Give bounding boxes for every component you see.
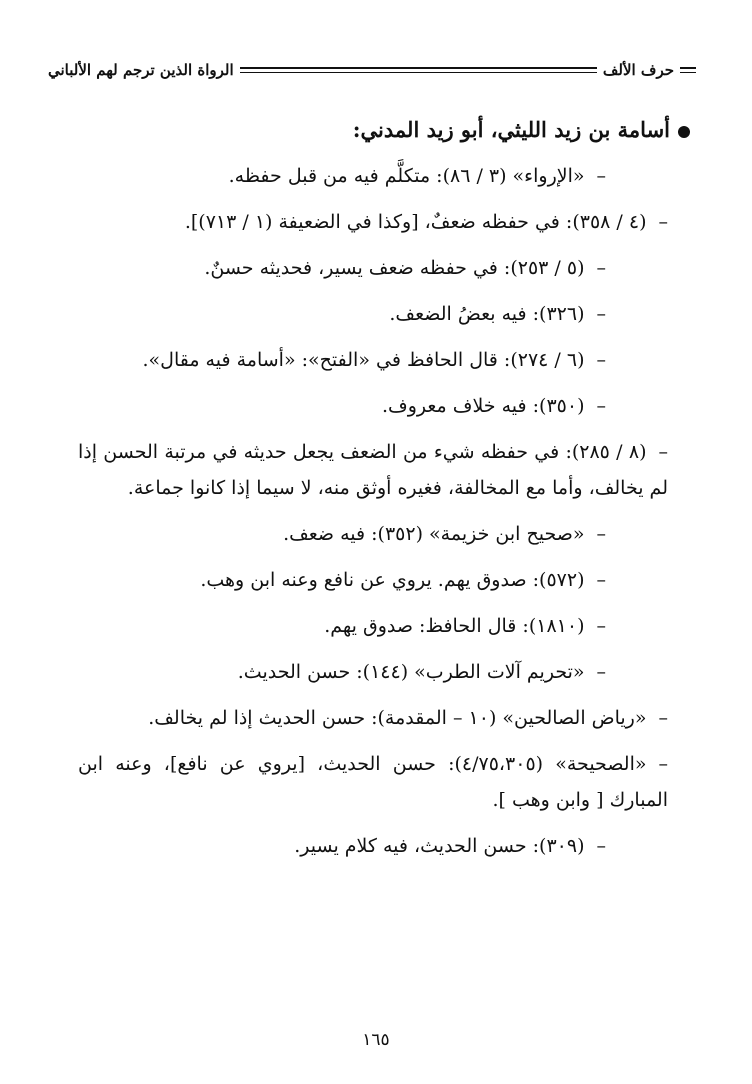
page-number: ١٦٥ — [362, 1030, 390, 1050]
list-item: –(٥ / ٢٥٣): في حفظه ضعف يسير، فحديثه حسنٌ. — [204, 257, 606, 279]
list-item: –(٣٢٦): فيه بعضُ الضعف. — [389, 303, 606, 325]
list-item: –«الصحيحة» (٤/٧٥،٣٠٥): حسن الحديث، [يروي عن نافع]، وعنه ابن المبارك [ وابن وهب ]. — [78, 753, 668, 811]
list-item: –(٣٥٠): فيه خلاف معروف. — [382, 395, 606, 417]
header-book-title: الرواة الذين ترجم لهم الألباني — [48, 61, 234, 79]
list-item: –(١٨١٠): قال الحافظ: صدوق يهم. — [324, 615, 606, 637]
list-item: –(٨ / ٢٨٥): في حفظه شيء من الضعف يجعل حديثه في مرتبة الحسن إذا لم يخالف، وأما مع المخالفة، فغيره أوثق منه، لا سيما إذا كانوا جماعة. — [78, 441, 668, 499]
main-text — [78, 112, 668, 874]
list-item: –(٥٧٢): صدوق يهم. يروي عن نافع وعنه ابن وهب. — [200, 569, 606, 591]
narrator-heading — [100, 112, 690, 148]
header-letter: حرف الألف — [602, 61, 674, 79]
narrator-name: أسامة بن زيد الليثي، أبو زيد المدني: — [352, 117, 670, 142]
list-item: –«الإرواء» (٣ / ٨٦): متكلَّم فيه من قبل حفظه. — [228, 165, 606, 187]
list-item: –(٤ / ٣٥٨): في حفظه ضعفٌ، [وكذا في الضعيفة (١ / ٧١٣)]. — [184, 211, 668, 233]
list-item: –(٣٠٩): حسن الحديث، فيه كلام يسير. — [294, 835, 606, 857]
list-item: –(٦ / ٢٧٤): قال الحافظ في «الفتح»: «أسامة فيه مقال». — [142, 349, 606, 371]
list-item: –«تحريم آلات الطرب» (١٤٤): حسن الحديث. — [237, 661, 606, 683]
header-mark — [680, 67, 696, 73]
header-rule — [240, 67, 597, 72]
list-item: –«رياض الصالحين» (١٠ – المقدمة): حسن الحديث إذا لم يخالف. — [148, 707, 668, 729]
bullet-icon — [678, 126, 690, 138]
running-header — [48, 58, 696, 82]
list-item: –«صحيح ابن خزيمة» (٣٥٢): فيه ضعف. — [283, 523, 606, 545]
